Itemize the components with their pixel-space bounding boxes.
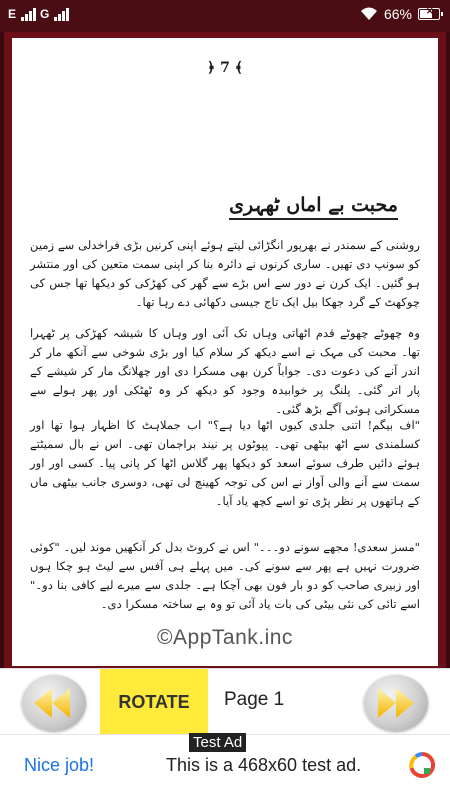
book-page[interactable] xyxy=(12,38,438,666)
battery-percentage: 66% xyxy=(383,6,412,22)
page-frame xyxy=(4,32,446,668)
ad-banner[interactable] xyxy=(0,734,450,801)
rotate-button[interactable]: ROTATE xyxy=(100,669,208,735)
paragraph: روشنی کے سمندر نے بھرپور انگڑائی لیتے ہوئے اپنی کرنیں بڑی فراخدلی سے زمین کو سونپ دی تھیں۔ ساری کرنوں نے دائرہ بنا کر اپنی سمت متعین کی اور منتشر ہو گئیں۔ ایک کرن نے دور سے اس بڑے سے گھر کی کھڑکی کو دیکھا تھا جس کی چوکھٹ کے گرد جھکا بیل ایک تاج جیسی دکھائی دے رہا تھا۔ xyxy=(30,238,420,309)
watermark: ©AppTank.inc xyxy=(157,626,293,649)
ad-headline[interactable]: Nice job! xyxy=(24,755,95,775)
control-bar xyxy=(0,668,450,735)
test-ad-badge: Test Ad xyxy=(189,733,246,752)
status-bar xyxy=(0,0,450,32)
signal-icon xyxy=(21,7,36,21)
ad-choices-icon[interactable] xyxy=(408,751,436,779)
paragraph: وہ چھوٹے چھوٹے قدم اٹھاتی وہاں تک آئی اور وہاں کا شیشہ کھڑکی پر ٹھہرا تھا۔ محبت کی مہک نے اسے دیکھ کر سلام کیا اور بڑی شوخی سے آنکھ مار کر اندر آنے کی دعوت دی۔ جواباً کرن بھی مسکرا دی اور چھلانگ مار کر شیشے کے پار اتر گئی۔ پلنگ پر خوابیدہ وجود کو دیکھ کر وہ ٹھٹکی اور پھر ہولے سے مسکراتی ہوئی آگے بڑھ گئی۔ xyxy=(30,326,420,416)
paragraph: "مسز سعدی! مجھے سونے دو۔۔۔" اس نے کروٹ بدل کر آنکھیں موند لیں۔ "کوئی ضرورت نہیں ہے پھر سے سونے کی۔ میں پہلے ہی آفس سے لیٹ ہو چکا ہوں اور زبیری صاحب کو دو بار فون بھی آچکا ہے۔ جلدی سے میرے لیے کافی بنا دو۔" اسے تائی کی نئی بیٹی کی بات یاد آئی تو وہ بے ساختہ مسکرا دی۔ xyxy=(30,540,420,611)
wifi-icon xyxy=(360,7,378,21)
chapter-title: محبت بے اماں ٹھہری xyxy=(229,194,398,220)
previous-page-button[interactable] xyxy=(22,675,86,731)
signal-icon xyxy=(54,7,69,21)
page-indicator: Page 1 xyxy=(224,689,285,710)
signal-indicators xyxy=(8,7,69,21)
next-page-button[interactable] xyxy=(364,675,428,731)
battery-icon: ✕ xyxy=(418,8,440,20)
network-type-1: E xyxy=(8,7,18,21)
ad-body[interactable]: This is a 468x60 test ad. xyxy=(166,755,362,775)
network-type-2: G xyxy=(40,7,51,21)
paragraph: "اف بیگم! اتنی جلدی کیوں اٹھا دیا ہے؟" اب جملاہٹ کا اظہار ہوا تھا اور کسلمندی سے اٹھ بیٹھی تھی۔ پپوٹوں پر نیند براجمان تھی۔ اس نے بال سمیٹتے ہوئے دائیں طرف سوئے اسعد کو دیکھا پھر گلاس اٹھا کر پانی پیا۔ کسی اور اور سمت سے آنے والی آواز نے اس کی توجہ کھینچ لی تھی، دوسری جانب بیٹھی ماں کے ہاتھوں پر نظر پڑی تو اسے کچھ یاد آیا۔ xyxy=(30,418,420,508)
page-number: ﴿ 7 ﴾ xyxy=(207,60,243,76)
